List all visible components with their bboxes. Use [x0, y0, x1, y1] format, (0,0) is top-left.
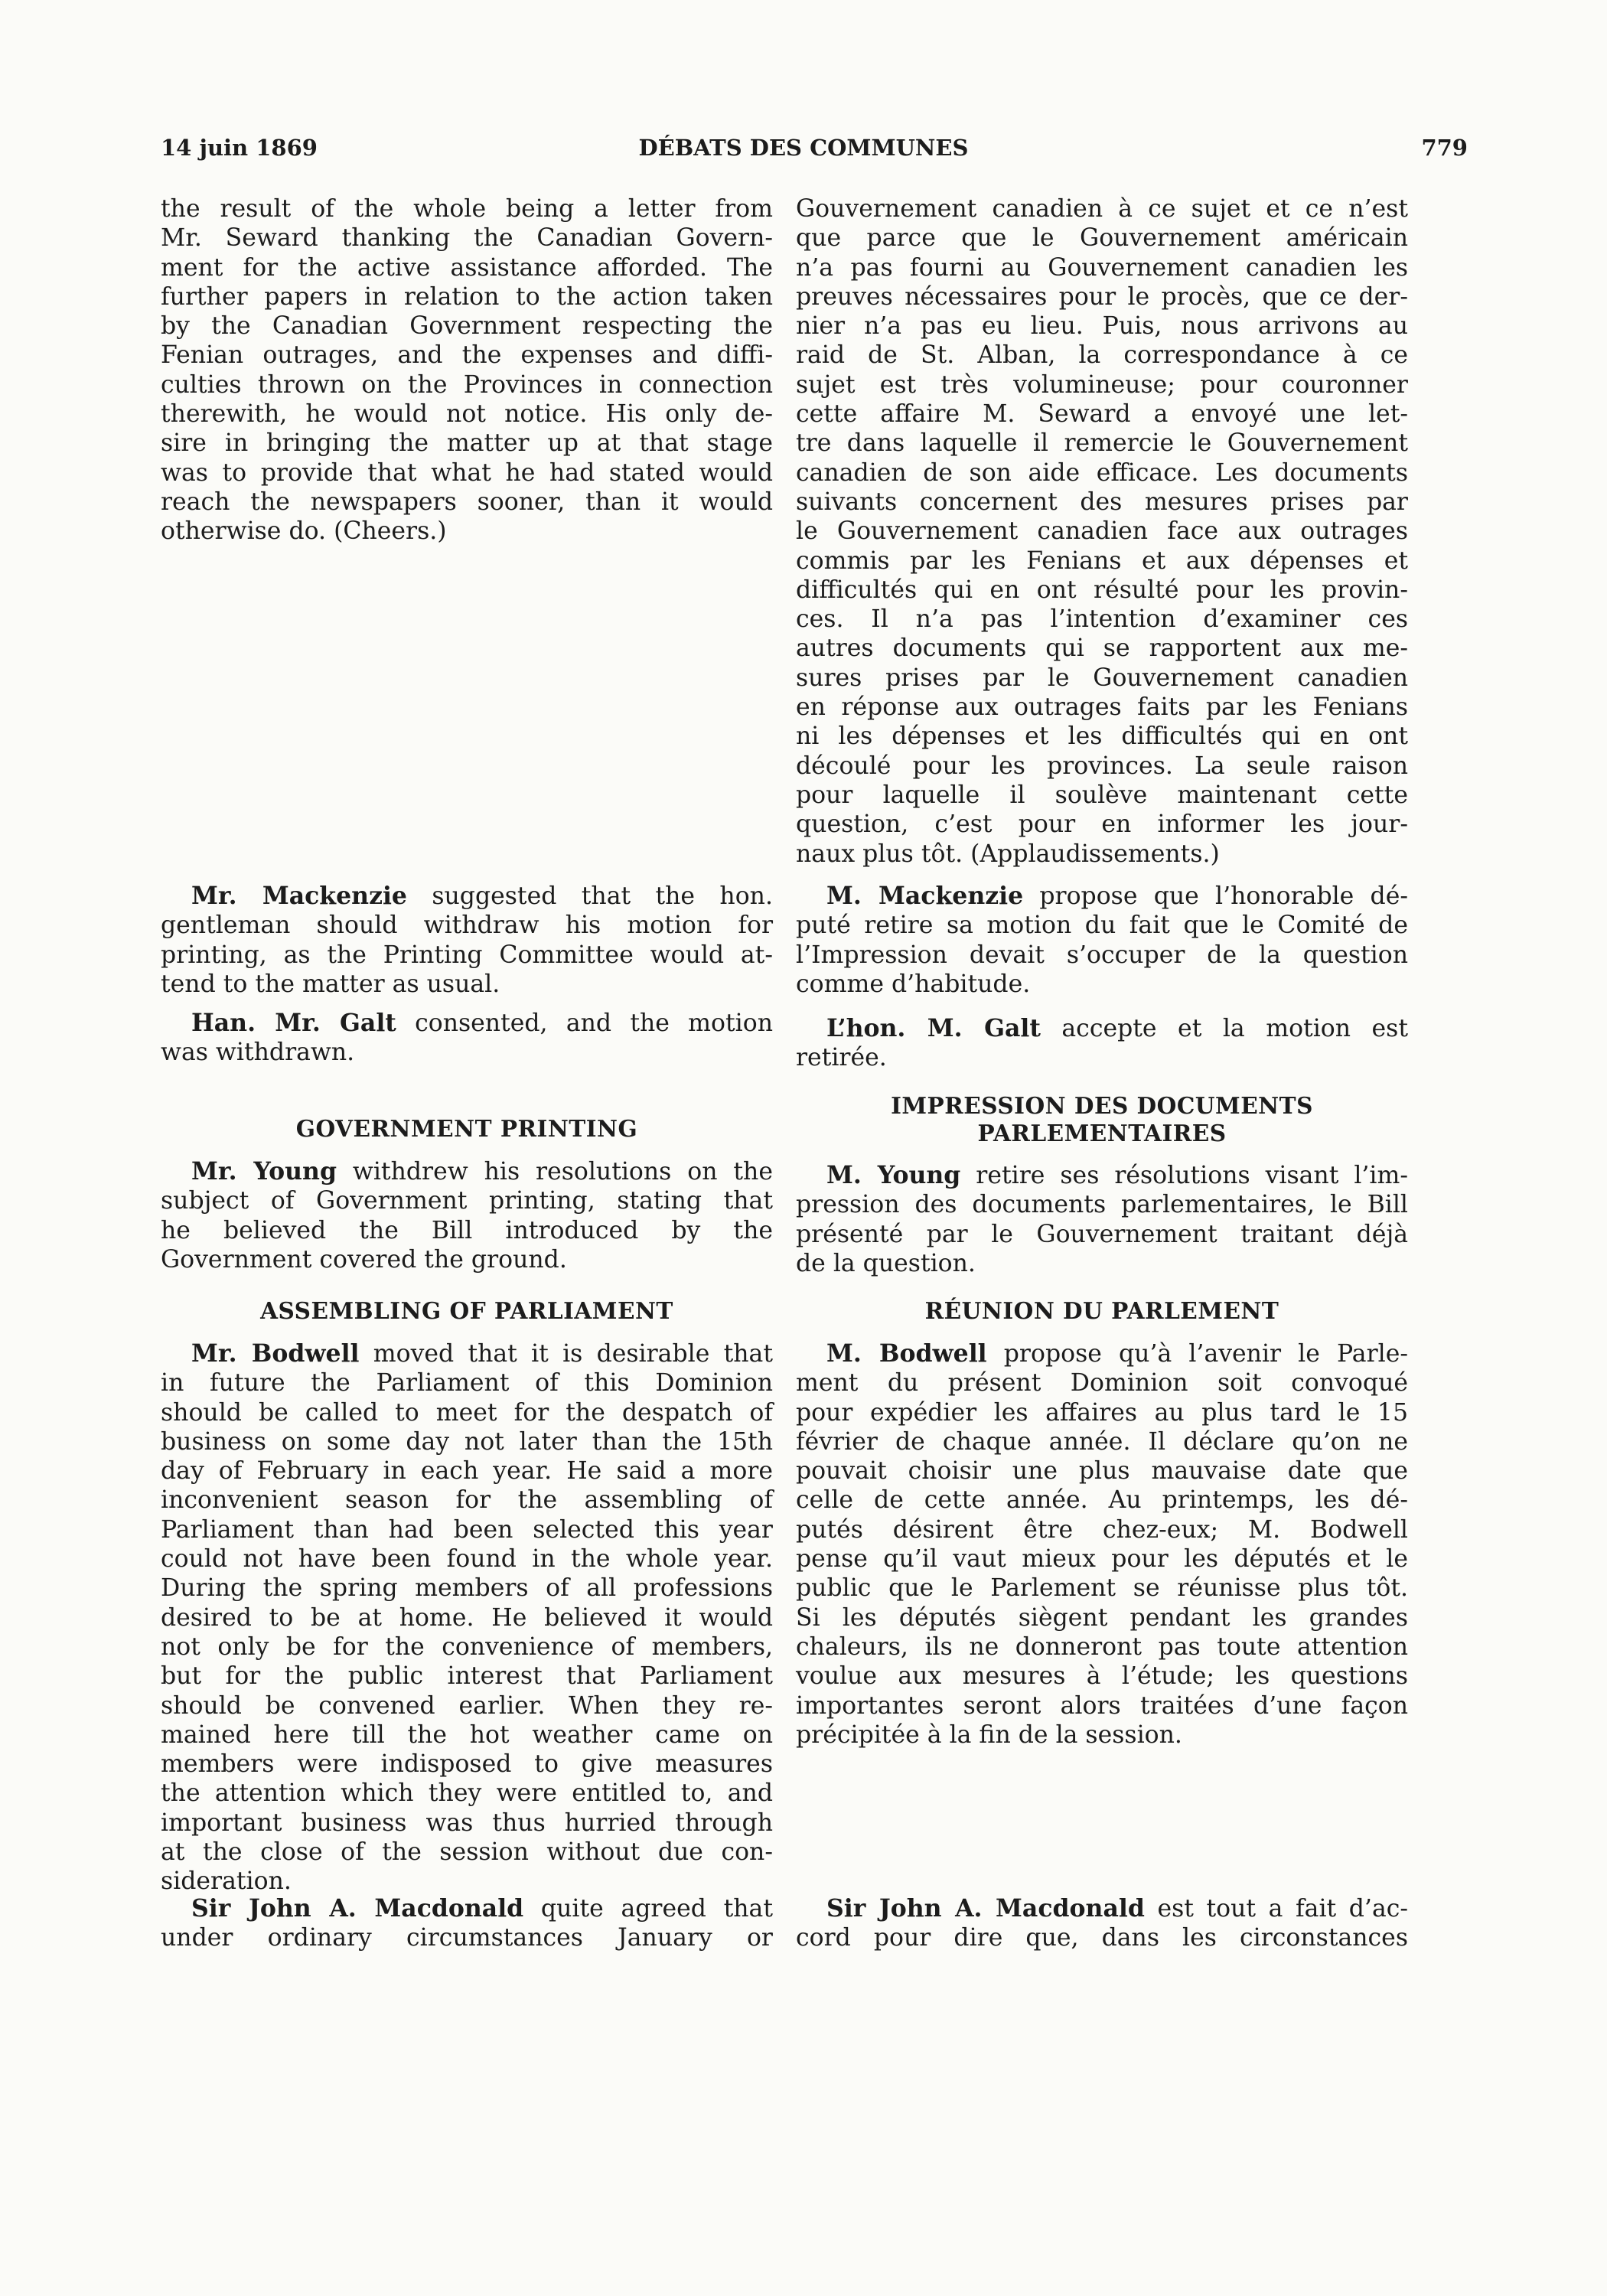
en-paragraph-young: Mr. Young withdrew his resolutions on the subject of Government printing, stating that he believed the Bill introduced by the Government covered the ground. — [161, 1157, 773, 1274]
speaker-name: Mr. Bodwell — [191, 1339, 360, 1368]
speaker-name: Han. Mr. Galt — [191, 1009, 396, 1037]
fr-paragraph-bodwell: M. Bodwell propose qu’à l’avenir le Parle- ment du présent Dominion soit convoqué pour expédier les affaires au plus tard le 15 février de chaque année. Il déclare qu’on ne pouvait choisir une plus mauvaise date que celle de cette année. Au printemps, les dé- putés désirent être chez-eux; M. Bodwell pense qu’il vaut mieux pour les députés et le public que le Parlement se réunisse plus tôt. Si les députés siègent pendant les grandes chaleurs, ils ne donneront pas toute attention voulue aux mesures à l’étude; les questions importantes seront alors traitées d’une façon précipitée à la fin de la session. — [796, 1339, 1408, 1749]
fr-heading-impression-line-2: PARLEMENTAIRES — [977, 1120, 1227, 1146]
en-paragraph-bodwell: Mr. Bodwell moved that it is desirable that in future the Parliament of this Dominion should be called to meet for the despatch of business on some day not later than the 15th day of February in each year. He said a more inconvenient season for the assembling of Parliament than had been selected this year could not have been found in the whole year. During the spring members of all professions desired to be at home. He believed it would not only be for the convenience of members, but for the public interest that Parliament should be convened earlier. When they re- mained here till the hot weather came on members were indisposed to give measures the attention which they were entitled to, and important business was thus hurried through at the close of the session without due con- sideration. — [161, 1339, 773, 1896]
fr-paragraph-mackenzie: M. Mackenzie propose que l’honorable dé- puté retire sa motion du fait que le Comité de l’Impression devait s’occuper de la question comme d’habitude. — [796, 882, 1408, 998]
en-heading-assembling-of-parliament: ASSEMBLING OF PARLIAMENT — [260, 1297, 673, 1324]
header-page-number: 779 — [1421, 135, 1468, 161]
speaker-name: Sir John A. Macdonald — [826, 1894, 1145, 1923]
fr-paragraph-galt: L’hon. M. Galt accepte et la motion est retirée. — [796, 1014, 1408, 1072]
en-paragraph-macdonald: Sir John A. Macdonald quite agreed that under ordinary circumstances January or — [161, 1894, 773, 1952]
en-heading-government-printing: GOVERNMENT PRINTING — [295, 1115, 638, 1142]
fr-paragraph-seward: Gouvernement canadien à ce sujet et ce n’est que parce que le Gouvernement américain n’a pas fourni au Gouvernement canadien les preuves nécessaires pour le procès, que ce der- nier n’a pas eu lieu. Puis, nous arrivons au raid de St. Alban, la correspondance à ce sujet est très volumineuse; pour couronner cette affaire M. Seward a envoyé une let- tre dans laquelle il remercie le Gouvernement canadien de son aide efficace. Les documents suivants concernent des mesures prises par le Gouvernement canadien face aux outrages commis par les Fenians et aux dépenses et difficultés qui en ont résulté pour les provin- ces. Il n’a pas l’intention d’examiner ces autres documents qui se rapportent aux me- sures prises par le Gouvernement canadien en réponse aux outrages faits par les Fenians ni les dépenses et les difficultés qui en ont découlé pour les provinces. La seule raison pour laquelle il soulève maintenant cette question, c’est pour en informer les jour- naux plus tôt. (Applaudissements.) — [796, 195, 1408, 868]
en-paragraph-seward: the result of the whole being a letter from Mr. Seward thanking the Canadian Govern- ment for the active assistance afforded. The further papers in relation to the action taken by the Canadian Government respecting the Fenian outrages, and the expenses and diffi- culties thrown on the Provinces in connection therewith, he would not notice. His only de- sire in bringing the matter up at that stage was to provide that what he had stated would reach the newspapers sooner, than it would otherwise do. (Cheers.) — [161, 195, 773, 546]
en-paragraph-mackenzie: Mr. Mackenzie suggested that the hon. gentleman should withdraw his motion for printing, as the Printing Committee would at- tend to the matter as usual. — [161, 882, 773, 998]
fr-heading-reunion-du-parlement: RÉUNION DU PARLEMENT — [924, 1297, 1279, 1324]
fr-paragraph-young: M. Young retire ses résolutions visant l’im- pression des documents parlementaires, le Bill présenté par le Gouvernement traitant déjà de la question. — [796, 1161, 1409, 1277]
speaker-name: Mr. Mackenzie — [191, 882, 407, 910]
speaker-name: Sir John A. Macdonald — [191, 1894, 524, 1923]
en-paragraph-galt: Han. Mr. Galt consented, and the motion was withdrawn. — [161, 1009, 773, 1067]
fr-heading-impression-line-1: IMPRESSION DES DOCUMENTS — [891, 1092, 1313, 1119]
header-date: 14 juin 1869 — [161, 135, 318, 161]
speaker-name: Mr. Young — [191, 1157, 337, 1186]
speaker-name: L’hon. M. Galt — [826, 1014, 1041, 1042]
speaker-name: M. Bodwell — [826, 1339, 987, 1368]
header-title: DÉBATS DES COMMUNES — [638, 135, 969, 161]
fr-paragraph-macdonald: Sir John A. Macdonald est tout a fait d’ac- cord pour dire que, dans les circonstances — [796, 1894, 1409, 1952]
speaker-name: M. Young — [826, 1161, 961, 1189]
speaker-name: M. Mackenzie — [826, 882, 1024, 910]
